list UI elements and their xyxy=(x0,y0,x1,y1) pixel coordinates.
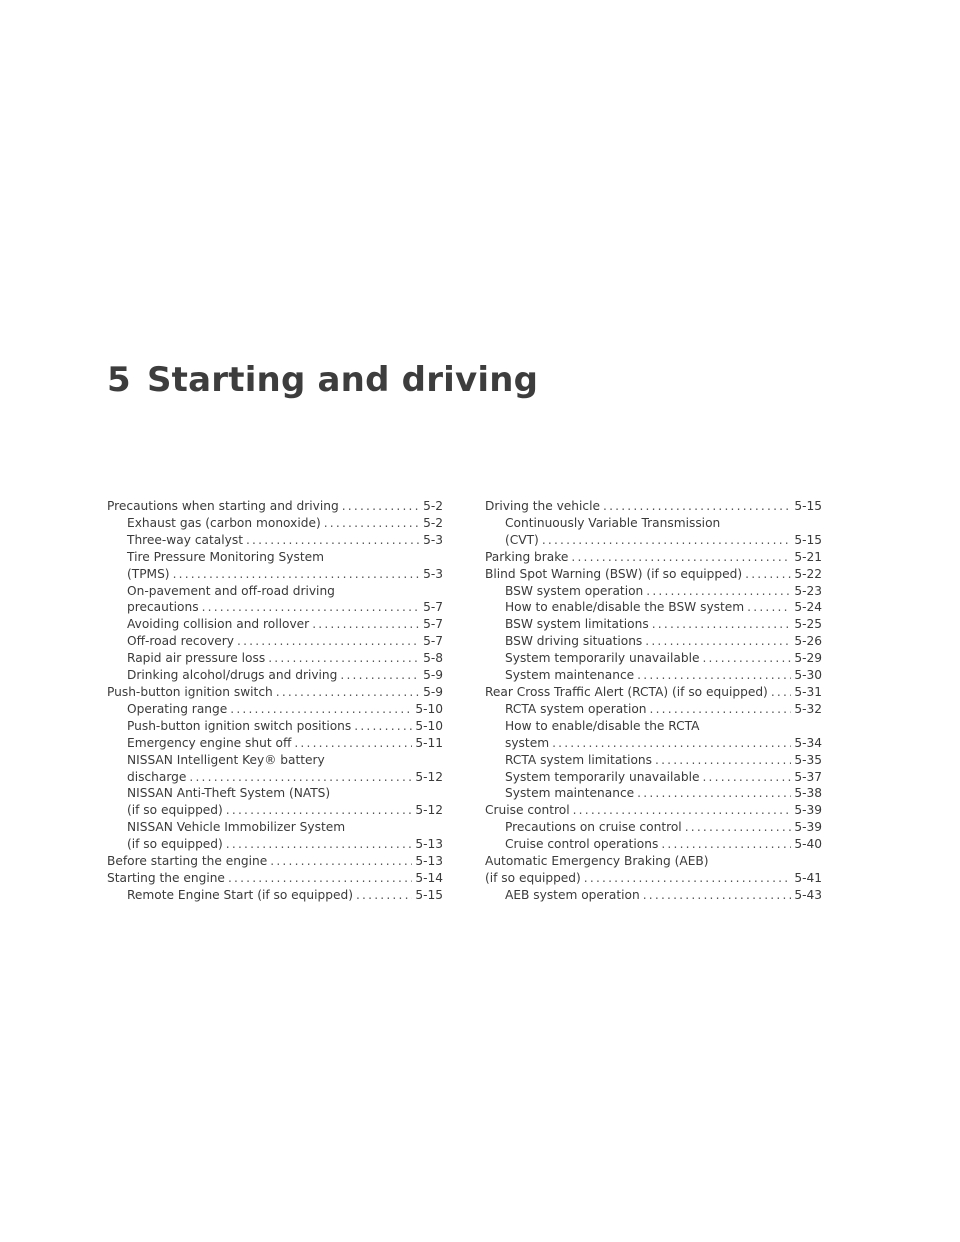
dot-leader xyxy=(702,650,791,667)
dot-leader xyxy=(324,515,420,532)
toc-entry[interactable] xyxy=(485,836,822,853)
dot-leader xyxy=(312,616,420,633)
toc-page-number: 5-7 xyxy=(423,634,443,649)
toc-page-number: 5-3 xyxy=(423,566,443,581)
dot-leader xyxy=(228,870,412,887)
dot-leader xyxy=(552,735,791,752)
toc-page-number: 5-14 xyxy=(415,870,443,885)
toc-column-right xyxy=(485,498,822,904)
toc-entry-title: System maintenance xyxy=(505,786,635,801)
toc-entry-title-line1: NISSAN Vehicle Immobilizer System xyxy=(127,820,346,835)
toc-page-number: 5-9 xyxy=(423,668,443,683)
toc-entry[interactable] xyxy=(107,752,443,786)
dot-leader xyxy=(652,616,792,633)
toc-entry-title: RCTA system limitations xyxy=(505,752,652,767)
toc-entry-title: Parking brake xyxy=(485,549,569,564)
toc-entry-title: Cruise control xyxy=(485,803,570,818)
toc-entry[interactable] xyxy=(485,701,822,718)
toc-entry[interactable] xyxy=(485,566,822,583)
toc-page-number: 5-12 xyxy=(415,769,443,784)
toc-entry-title: System temporarily unavailable xyxy=(505,651,700,666)
chapter-title xyxy=(107,360,538,400)
toc-entry[interactable] xyxy=(107,515,443,532)
toc-entry-title-line1: How to enable/disable the RCTA xyxy=(505,718,700,733)
dot-leader xyxy=(202,599,421,616)
toc-entry-title: Rear Cross Traffic Alert (RCTA) (if so equipped) xyxy=(485,684,768,699)
dot-leader xyxy=(645,633,791,650)
toc-entry-title: BSW system operation xyxy=(505,583,644,598)
toc-entry[interactable] xyxy=(485,667,822,684)
toc-entry-title: RCTA system operation xyxy=(505,701,647,716)
dot-leader xyxy=(276,684,420,701)
toc-page-number: 5-37 xyxy=(794,769,822,784)
dot-leader xyxy=(655,752,791,769)
toc-entry[interactable] xyxy=(485,599,822,616)
toc-page-number: 5-7 xyxy=(423,617,443,632)
toc-entry-title: (if so equipped) xyxy=(127,803,223,818)
toc-page-number: 5-39 xyxy=(794,820,822,835)
toc-entry-title: BSW system limitations xyxy=(505,617,649,632)
toc-page-number: 5-39 xyxy=(794,803,822,818)
toc-page-number: 5-12 xyxy=(415,803,443,818)
toc-entry[interactable] xyxy=(107,549,443,583)
toc-entry-title: Cruise control operations xyxy=(505,837,659,852)
toc-entry[interactable] xyxy=(107,887,443,904)
dot-leader xyxy=(230,701,412,718)
toc-page-number: 5-34 xyxy=(794,735,822,750)
toc-entry-title: Precautions when starting and driving xyxy=(107,499,339,513)
dot-leader xyxy=(661,836,791,853)
toc-entry-title: Blind Spot Warning (BSW) (if so equipped) xyxy=(485,566,743,581)
toc-entry[interactable] xyxy=(485,549,822,566)
toc-entry[interactable] xyxy=(485,802,822,819)
toc-entry[interactable] xyxy=(485,853,822,887)
toc-entry[interactable] xyxy=(107,819,443,853)
toc-entry-title: Emergency engine shut off xyxy=(127,735,292,750)
toc-page-number: 5-32 xyxy=(794,701,822,716)
dot-leader xyxy=(603,498,791,515)
dot-leader xyxy=(643,887,792,904)
dot-leader xyxy=(747,599,791,616)
toc-page-number: 5-10 xyxy=(415,701,443,716)
dot-leader xyxy=(646,583,791,600)
toc-entry-title: Exhaust gas (carbon monoxide) xyxy=(127,515,321,530)
toc-page-number: 5-9 xyxy=(423,684,443,699)
dot-leader xyxy=(637,785,791,802)
toc-column-left xyxy=(107,498,443,904)
toc-entry-title: Driving the vehicle xyxy=(485,499,600,513)
toc-entry[interactable] xyxy=(107,667,443,684)
dot-leader xyxy=(268,650,420,667)
dot-leader xyxy=(702,769,791,786)
dot-leader xyxy=(237,633,420,650)
toc-page-number: 5-41 xyxy=(794,870,822,885)
toc-entry[interactable] xyxy=(107,718,443,735)
toc-entry-title: Avoiding collision and rollover xyxy=(127,617,310,632)
toc-entry-title-line1: Continuously Variable Transmission xyxy=(505,515,721,530)
toc-entry[interactable] xyxy=(107,870,443,887)
toc-entry[interactable] xyxy=(107,532,443,549)
toc-entry-title: Rapid air pressure loss xyxy=(127,651,266,666)
dot-leader xyxy=(226,802,413,819)
toc-entry[interactable] xyxy=(485,650,822,667)
toc-page-number: 5-43 xyxy=(794,887,822,902)
toc-entry[interactable] xyxy=(485,583,822,600)
toc-entry[interactable] xyxy=(107,616,443,633)
toc-page-number: 5-3 xyxy=(423,532,443,547)
toc-entry[interactable] xyxy=(107,633,443,650)
toc-entry-title: (if so equipped) xyxy=(485,870,581,885)
toc-entry[interactable] xyxy=(107,684,443,701)
toc-page-number: 5-8 xyxy=(423,651,443,666)
dot-leader xyxy=(189,769,412,786)
dot-leader xyxy=(771,684,792,701)
dot-leader xyxy=(571,549,791,566)
toc-page-number: 5-2 xyxy=(423,499,443,513)
toc-entry[interactable] xyxy=(485,684,822,701)
toc-entry-title: system xyxy=(505,735,550,750)
toc-entry[interactable] xyxy=(485,616,822,633)
toc-page-number: 5-22 xyxy=(794,566,822,581)
toc-entry[interactable] xyxy=(107,498,443,515)
dot-leader xyxy=(542,532,792,549)
toc-page-number: 5-15 xyxy=(415,887,443,902)
toc-entry-title-line1: NISSAN Intelligent Key® battery xyxy=(127,752,325,767)
toc-entry-title: Drinking alcohol/drugs and driving xyxy=(127,668,338,683)
toc-entry[interactable] xyxy=(485,819,822,836)
toc-entry-title-line1: On-pavement and off-road driving xyxy=(127,583,335,598)
toc-page-number: 5-40 xyxy=(794,837,822,852)
toc-entry[interactable] xyxy=(107,735,443,752)
dot-leader xyxy=(226,836,413,853)
toc-entry-title: discharge xyxy=(127,769,187,784)
toc-entry[interactable] xyxy=(485,752,822,769)
toc-entry[interactable] xyxy=(107,583,443,617)
toc-page-number: 5-24 xyxy=(794,600,822,615)
toc-entry[interactable] xyxy=(485,515,822,549)
toc-page-number: 5-2 xyxy=(423,515,443,530)
toc-entry-title: BSW driving situations xyxy=(505,634,643,649)
toc-entry-title: (if so equipped) xyxy=(127,837,223,852)
toc-entry-title-line1: Tire Pressure Monitoring System xyxy=(127,549,324,564)
dot-leader xyxy=(342,498,420,515)
dot-leader xyxy=(173,566,421,583)
toc-page-number: 5-35 xyxy=(794,752,822,767)
toc-entry[interactable] xyxy=(485,887,822,904)
dot-leader xyxy=(246,532,420,549)
toc-entry-title: Operating range xyxy=(127,701,228,716)
toc-page-number: 5-21 xyxy=(794,549,822,564)
toc-entry[interactable] xyxy=(485,633,822,650)
dot-leader xyxy=(637,667,791,684)
toc-entry-title-line1: NISSAN Anti-Theft System (NATS) xyxy=(127,786,331,801)
toc-entry-title-line1: Automatic Emergency Braking (AEB) xyxy=(485,854,709,869)
dot-leader xyxy=(340,667,420,684)
toc-page-number: 5-7 xyxy=(423,600,443,615)
toc-entry[interactable] xyxy=(107,650,443,667)
toc-page-number: 5-10 xyxy=(415,718,443,733)
toc-entry[interactable] xyxy=(485,498,822,515)
dot-leader xyxy=(354,718,412,735)
toc-entry-title: Off-road recovery xyxy=(127,634,234,649)
dot-leader xyxy=(650,701,792,718)
toc-page-number: 5-13 xyxy=(415,837,443,852)
toc-entry[interactable] xyxy=(485,785,822,802)
toc-entry-title: System temporarily unavailable xyxy=(505,769,700,784)
toc-page-number: 5-23 xyxy=(794,583,822,598)
toc-entry-title: (TPMS) xyxy=(127,566,170,581)
toc-entry-title: Precautions on cruise control xyxy=(505,820,682,835)
chapter-number: 5 xyxy=(107,360,131,400)
toc-page-number: 5-38 xyxy=(794,786,822,801)
toc-entry[interactable] xyxy=(107,701,443,718)
toc-entry-title: Before starting the engine xyxy=(107,854,268,869)
toc-page-number: 5-15 xyxy=(794,532,822,547)
toc-entry-title: Three-way catalyst xyxy=(127,532,243,547)
dot-leader xyxy=(294,735,412,752)
toc-page-number: 5-13 xyxy=(415,854,443,869)
toc-page-number: 5-31 xyxy=(794,684,822,699)
toc-entry-title: Remote Engine Start (if so equipped) xyxy=(127,887,353,902)
dot-leader xyxy=(356,887,412,904)
toc-entry-title: Push-button ignition switch xyxy=(107,684,273,699)
toc-page-number: 5-29 xyxy=(794,651,822,666)
dot-leader xyxy=(270,853,412,870)
toc-entry[interactable] xyxy=(485,769,822,786)
toc-page-number: 5-25 xyxy=(794,617,822,632)
toc-page-number: 5-15 xyxy=(794,499,822,513)
toc-entry[interactable] xyxy=(107,785,443,819)
toc-page-number: 5-11 xyxy=(415,735,443,750)
toc-entry[interactable] xyxy=(107,853,443,870)
toc-page-number: 5-30 xyxy=(794,668,822,683)
dot-leader xyxy=(584,870,792,887)
dot-leader xyxy=(685,819,792,836)
toc-entry[interactable] xyxy=(485,718,822,752)
dot-leader xyxy=(573,802,792,819)
toc-entry-title: How to enable/disable the BSW system xyxy=(505,600,745,615)
dot-leader xyxy=(745,566,791,583)
toc-entry-title: Push-button ignition switch positions xyxy=(127,718,352,733)
toc-entry-title: (CVT) xyxy=(505,532,539,547)
chapter-name: Starting and driving xyxy=(147,360,539,400)
toc-entry-title: System maintenance xyxy=(505,668,635,683)
toc-entry-title: AEB system operation xyxy=(505,887,640,902)
toc-entry-title: Starting the engine xyxy=(107,870,225,885)
toc-page-number: 5-26 xyxy=(794,634,822,649)
toc-entry-title: precautions xyxy=(127,600,199,615)
